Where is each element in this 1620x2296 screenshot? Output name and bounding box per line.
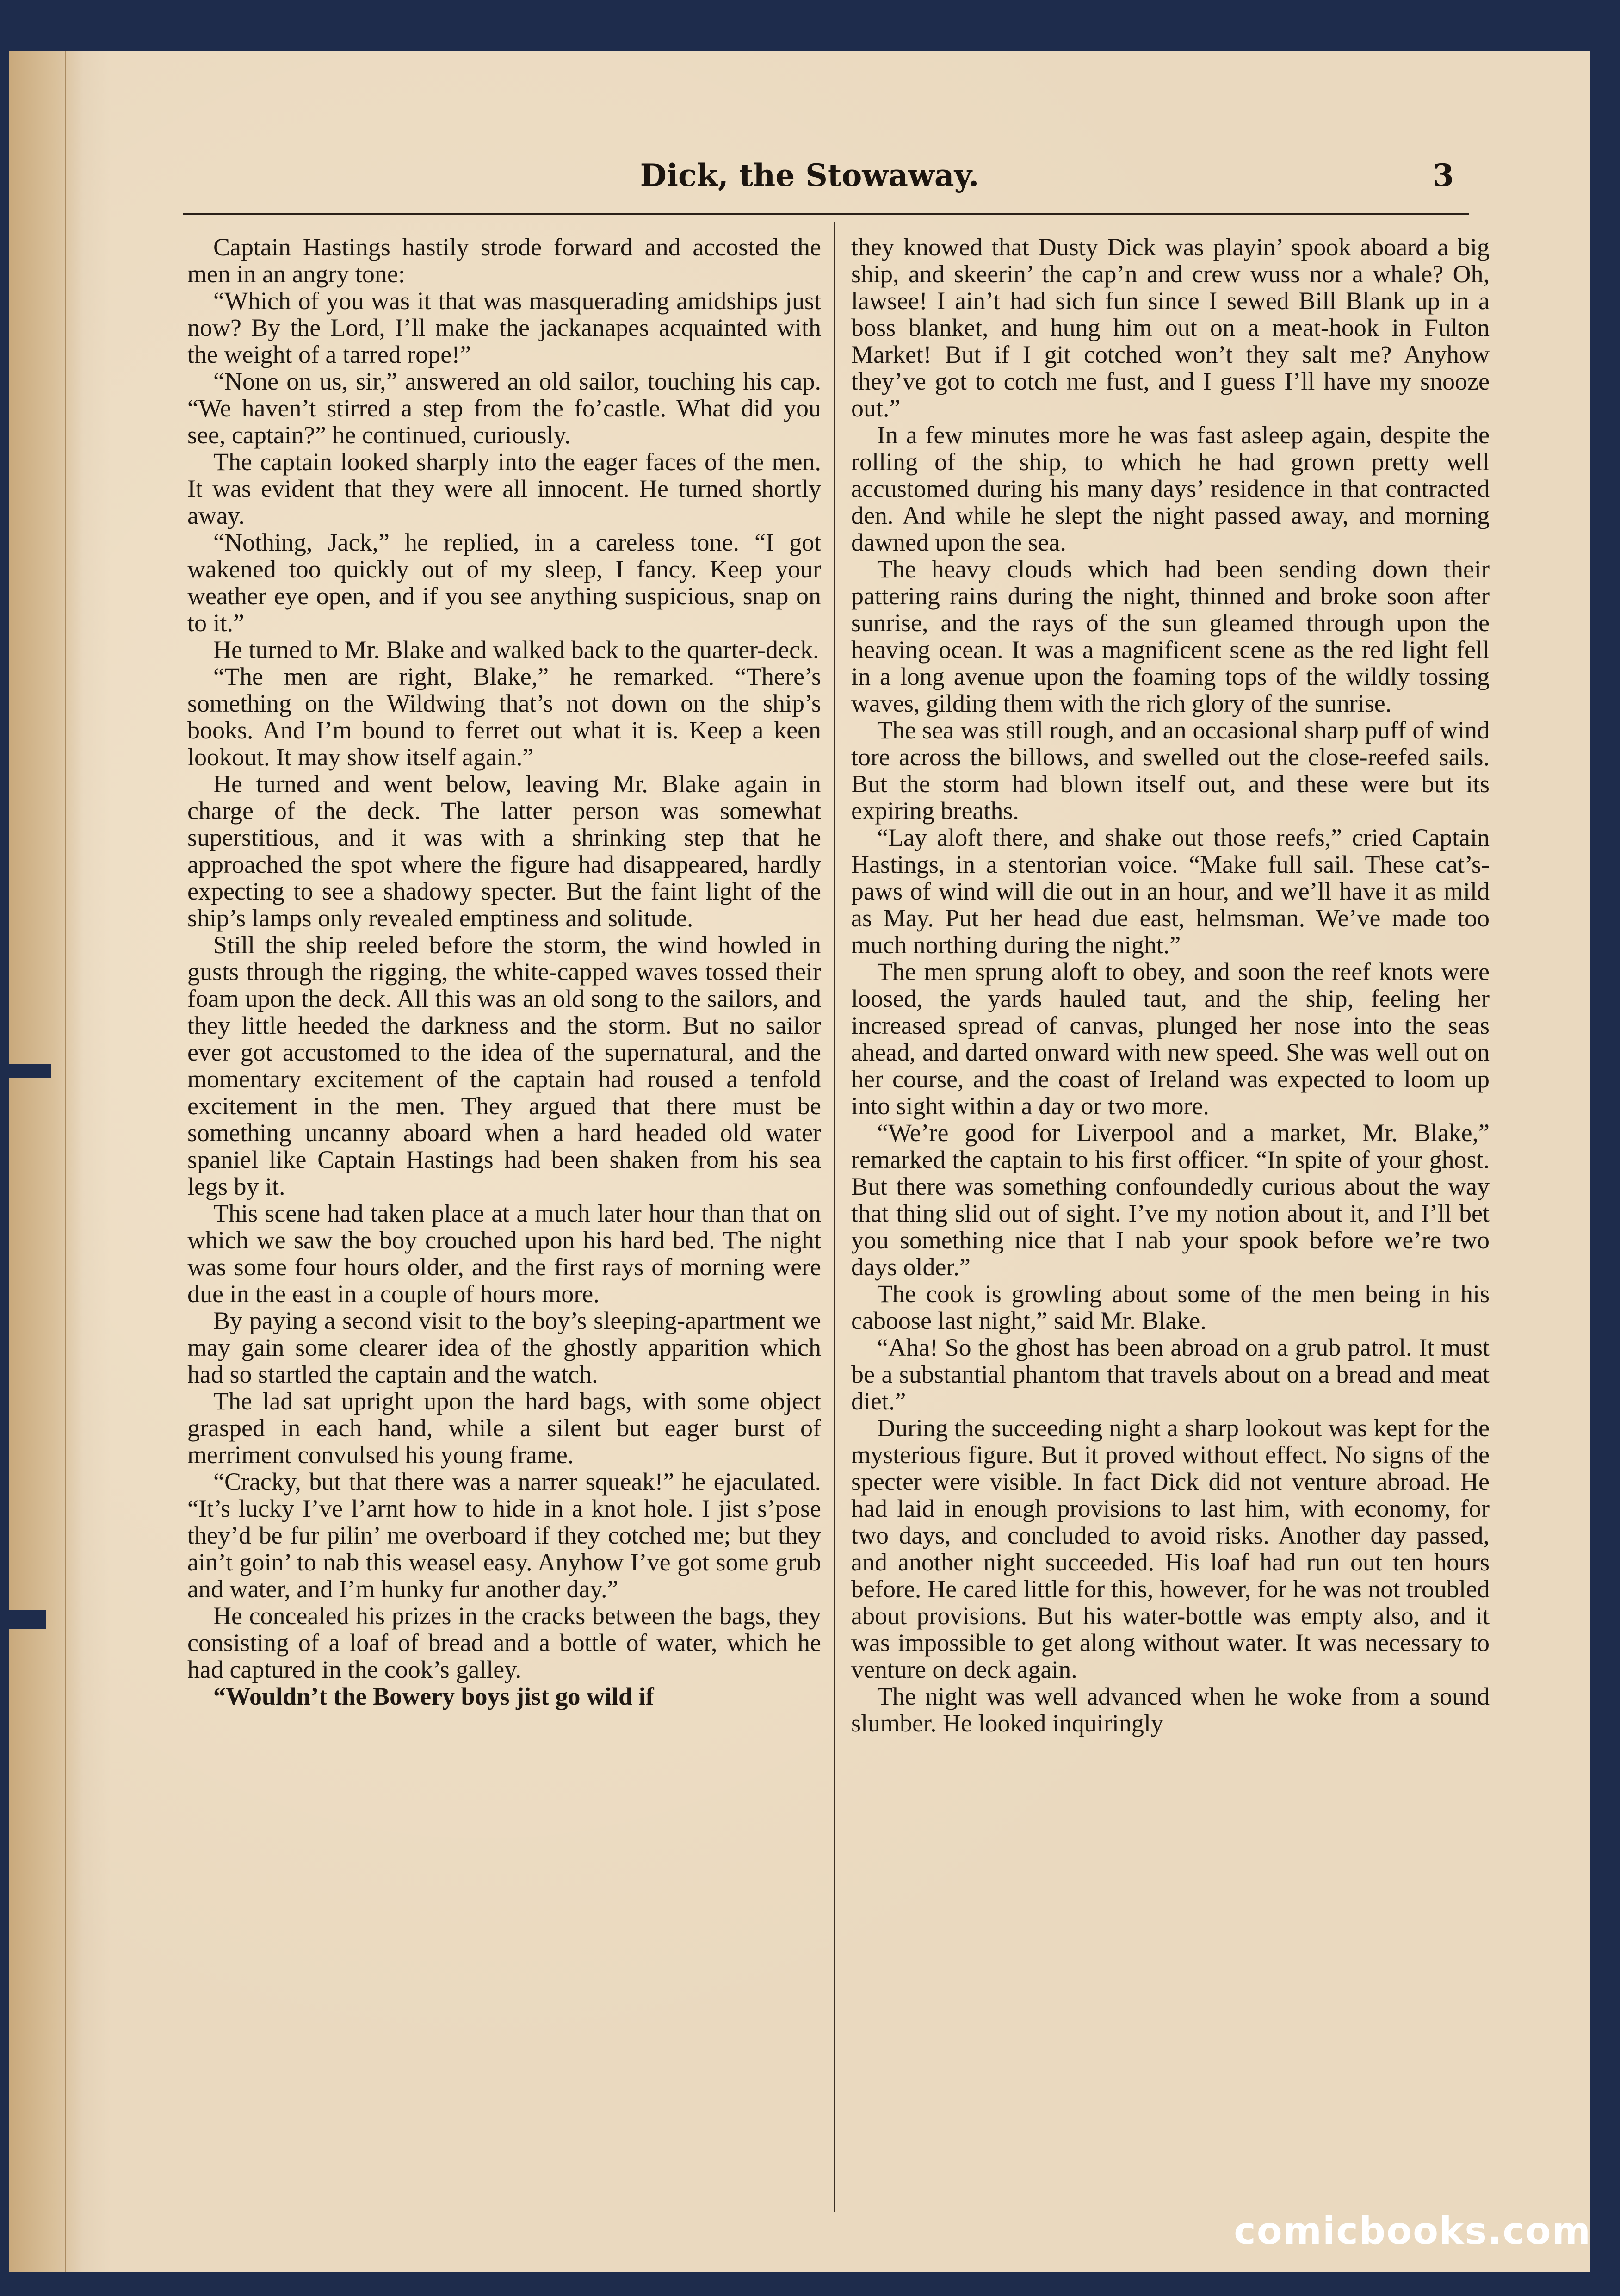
paragraph: “Cracky, but that there was a narrer squeak!” he ejaculated. “It’s lucky I’ve l’arnt how to hide in a knot hole. I jist s’pose they’d be fur pilin’ me overboard if they cotched me; but they ain’t goin’ to nab this weasel easy. Anyhow I’ve got some grub and water, and I’m hunky fur another day.” [187,1468,821,1603]
paragraph: Still the ship reeled before the storm, the wind howled in gusts through the rigging, the white-capped waves tossed their foam upon the deck. All this was an old song to the sailors, and they little heeded the darkness and the storm. But no sailor ever got accustomed to the idea of the supernatural, and the momentary excitement of the captain had roused a tenfold excitement in the men. They argued that there must be something uncanny aboard when a hard headed old water spaniel like Captain Hastings had been shaken from his sea legs by it. [187,931,821,1200]
paragraph: “Nothing, Jack,” he replied, in a careless tone. “I got wakened too quickly out of my sleep, I fancy. Keep your weather eye open, and if you see anything suspicious, snap on to it.” [187,528,821,637]
paragraph: In a few minutes more he was fast asleep again, despite the rolling of the ship, to which he had grown pretty well accustomed during his many days’ residence in that contracted den. And while he slept the night passed away, and morning dawned upon the sea. [851,421,1490,556]
paragraph: The captain looked sharply into the eager faces of the men. It was evident that they were all innocent. He turned shortly away. [187,448,821,529]
header-rule [183,213,1469,215]
running-title: Dick, the Stowaway. [640,157,979,193]
paragraph: By paying a second visit to the boy’s sleeping-apartment we may gain some clearer idea of the ghostly apparition which had so startled the captain and the watch. [187,1307,821,1388]
paragraph: The sea was still rough, and an occasional sharp puff of wind tore across the billows, and swelled out the close-reefed sails. But the storm had blown itself out, and these were but its expiring breaths. [851,716,1490,825]
paragraph: “Wouldn’t the Bowery boys jist go wild if [213,1682,654,1710]
paragraph: they knowed that Dusty Dick was playin’ spook aboard a big ship, and skeerin’ the cap’n and crew wuss nor a whale? Oh, lawsee! I ain’t had sich fun since I sewed Bill Blank up in a boss blanket, and hung him out on a meat-hook in Fulton Market! But if I git cotched won’t they salt me? Anyhow they’ve got to cotch me fust, and I guess I’ll have my snooze out.” [851,234,1490,422]
paragraph: The cook is growling about some of the men being in his caboose last night,” said Mr. Blake. [851,1280,1490,1334]
paragraph: During the succeeding night a sharp lookout was kept for the mysterious figure. But it proved without effect. No signs of the specter were visible. In fact Dick did not venture abroad. He had laid in enough provisions to last him, with economy, for two days, and concluded to avoid risks. Another day passed, and another night succeeded. His loaf had run out ten hours before. He cared little for this, however, for he was not troubled about provisions. But his water-bottle was empty also, and it was impossible to get along without water. It was necessary to venture on deck again. [851,1414,1490,1683]
column-divider [834,222,835,2212]
spine-edge [9,51,83,2272]
watermark-text: comicbooks.com [1234,2209,1591,2253]
paragraph: “The men are right, Blake,” he remarked. “There’s something on the Wildwing that’s not down on the ship’s books. And I’m bound to ferret out what it is. Keep a keen lookout. It may show itself again.” [187,663,821,771]
paragraph: He turned to Mr. Blake and walked back to the quarter-deck. [213,636,819,664]
paragraph: “Lay aloft there, and shake out those reefs,” cried Captain Hastings, in a stentorian voice. “Make full sail. These cat’s-paws of wind will die out in an hour, and we’ll have it as mild as May. Put her head due east, helmsman. We’ve made too much northing during the night.” [851,824,1490,959]
text-column-left [187,234,821,2223]
paragraph: The lad sat upright upon the hard bags, with some object grasped in each hand, while a silent but eager burst of merriment convulsed his young frame. [187,1387,821,1469]
page-number: 3 [1433,157,1454,193]
paragraph: Captain Hastings hastily strode forward and accosted the men in an angry tone: [187,234,821,288]
paragraph: This scene had taken place at a much later hour than that on which we saw the boy crouched upon his hard bed. The night was some four hours older, and the first rays of morning were due in the east in a couple of hours more. [187,1199,821,1308]
paragraph: The heavy clouds which had been sending down their pattering rains during the night, thinned and broke soon after sunrise, and the rays of the sun gleamed through upon the heaving ocean. It was a magnificent scene as the red light fell in a long avenue upon the foaming tops of the wildly tossing waves, gilding them with the rich glory of the sunrise. [851,555,1490,717]
paragraph: The men sprung aloft to obey, and soon the reef knots were loosed, the yards hauled taut, and the ship, feeling her increased spread of canvas, plunged her nose into the seas ahead, and darted onward with new speed. She was well out on her course, and the coast of Ireland was expected to loom up into sight within a day or two more. [851,958,1490,1120]
paragraph: “We’re good for Liverpool and a market, Mr. Blake,” remarked the captain to his first officer. “In spite of your ghost. But there was something confoundedly curious about the way that thing slid out of sight. I’ve my notion about it, and I’ll bet you something nice that I nab your spook before we’re two days older.” [851,1119,1490,1281]
paragraph: He concealed his prizes in the cracks between the bags, they consisting of a loaf of bread and a bottle of water, which he had captured in the cook’s galley. [187,1602,821,1683]
paragraph: The night was well advanced when he woke from a sound slumber. He looked inquiringly [851,1682,1490,1737]
page-tear [9,1064,51,1078]
paragraph: “Which of you was it that was masquerading amidships just now? By the Lord, I’ll make the jackanapes acquainted with the weight of a tarred rope!” [187,287,821,368]
page-tear [9,1610,46,1629]
running-head [0,157,1620,213]
paragraph: He turned and went below, leaving Mr. Blake again in charge of the deck. The latter person was somewhat superstitious, and it was with a shrinking step that he approached the spot where the figure had disappeared, hardly expecting to see a shadowy specter. But the faint light of the ship’s lamps only revealed emptiness and solitude. [187,770,821,932]
gutter-line [65,51,66,2272]
text-column-right [851,234,1490,2223]
paragraph: “None on us, sir,” answered an old sailor, touching his cap. “We haven’t stirred a step from the fo’castle. What did you see, captain?” he continued, curiously. [187,367,821,449]
paragraph: “Aha! So the ghost has been abroad on a grub patrol. It must be a substantial phantom that travels about on a bread and meat diet.” [851,1334,1490,1415]
